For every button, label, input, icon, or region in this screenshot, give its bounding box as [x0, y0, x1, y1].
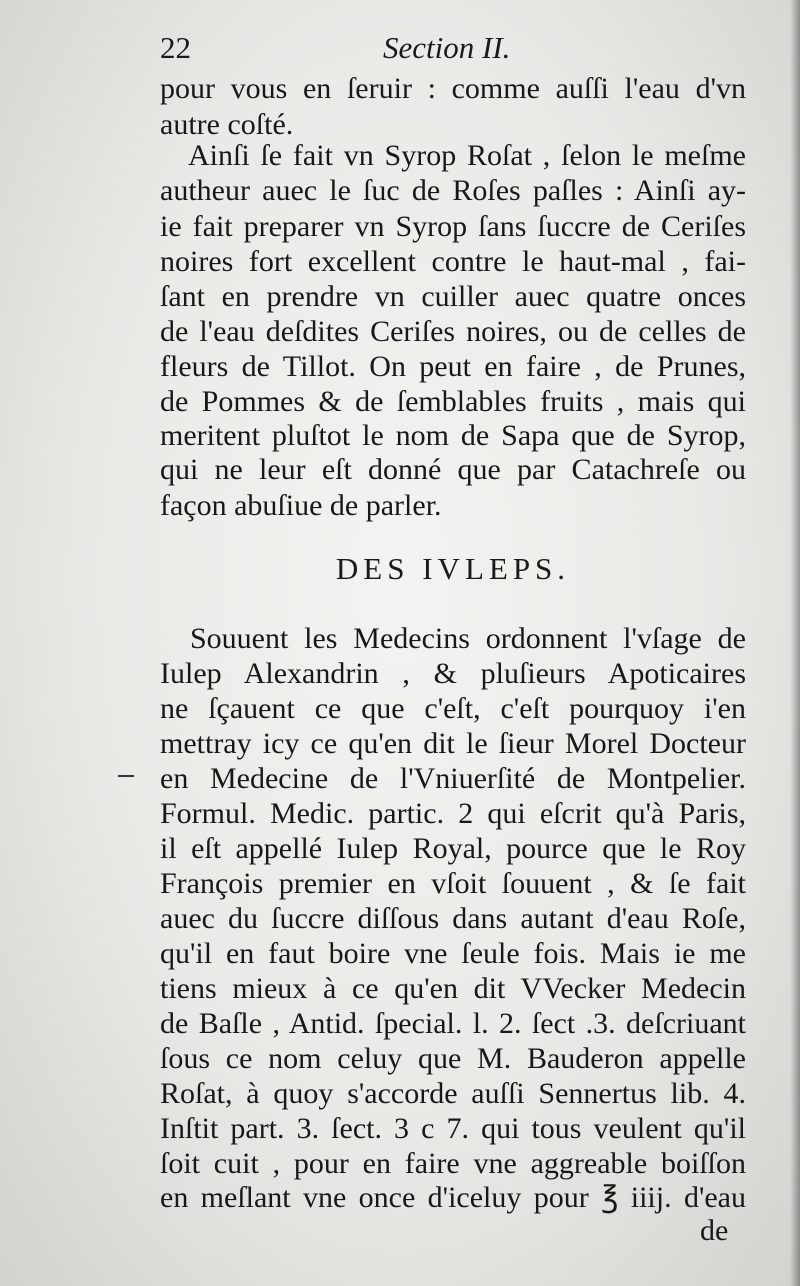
- text-line: noires fort excellent contre le haut-mal , fai-: [160, 245, 746, 278]
- text-line: façon abuſiue de parler.: [160, 489, 442, 522]
- margin-mark: [118, 775, 134, 777]
- section-heading: DES IVLEPS.: [335, 551, 571, 586]
- text-line: de Baſle , Antid. ſpecial. l. 2. ſect .3. deſcriuant: [160, 1007, 746, 1040]
- text-line: Iulep Alexandrin , & pluſieurs Apoticaires: [160, 657, 746, 690]
- running-title: Section II.: [383, 30, 511, 65]
- text-line: ſous ce nom celuy que M. Bauderon appelle: [160, 1042, 746, 1075]
- text-line: François premier en vſoit ſouuent , & ſe fait: [160, 867, 746, 900]
- page-edge-shadow: [790, 0, 800, 1286]
- text-line: autre coſté.: [160, 108, 294, 141]
- text-line: ne ſçauent ce que c'eſt, c'eſt pourquoy i'en: [160, 692, 746, 725]
- text-line: Souuent les Medecins ordonnent l'vſage de: [190, 622, 746, 655]
- catchword: de: [700, 1214, 729, 1247]
- text-line: en meſlant vne once d'iceluy pour ℥ iiij. d'eau: [160, 1181, 746, 1214]
- text-line: meritent pluſtot le nom de Sapa que de Syrop,: [160, 419, 746, 452]
- text-line: ſant en prendre vn cuiller auec quatre onces: [160, 280, 746, 313]
- text-line: pour vous en ſeruir : comme auſſi l'eau d'vn: [160, 72, 746, 105]
- text-line: fleurs de Tillot. On peut en faire , de Prunes,: [160, 350, 746, 383]
- text-line: tiens mieux à ce qu'en dit VVecker Medecin: [160, 972, 746, 1005]
- page-number: 22: [160, 30, 191, 65]
- text-line: qu'il en faut boire vne ſeule fois. Mais ie me: [160, 937, 746, 970]
- text-line: ſoit cuit , pour en faire vne aggreable boiſſon: [160, 1147, 746, 1180]
- text-line: Ainſi ſe fait vn Syrop Roſat , ſelon le meſme: [188, 139, 746, 172]
- text-line: Roſat, à quoy s'accorde auſſi Sennertus lib. 4.: [160, 1077, 746, 1110]
- text-line: de l'eau deſdites Ceriſes noires, ou de celles de: [160, 315, 746, 348]
- text-line: qui ne leur eſt donné que par Catachreſe ou: [160, 453, 746, 486]
- text-line: de Pommes & de ſemblables fruits , mais qui: [160, 385, 746, 418]
- text-line: mettray icy ce qu'en dit le ſieur Morel Docteur: [160, 727, 746, 760]
- text-line: Inſtit part. 3. ſect. 3 c 7. qui tous veulent qu'il: [160, 1112, 746, 1145]
- text-line: auec du ſuccre diſſous dans autant d'eau Roſe,: [160, 902, 746, 935]
- text-line: ie fait preparer vn Syrop ſans ſuccre de Ceriſes: [160, 210, 746, 243]
- text-line: Formul. Medic. partic. 2 qui eſcrit qu'à Paris,: [160, 797, 746, 830]
- text-line: il eſt appellé Iulep Royal, pource que le Roy: [160, 832, 746, 865]
- text-line: autheur auec le ſuc de Roſes paſles : Ainſi ay-: [160, 174, 746, 207]
- text-line: en Medecine de l'Vniuerſité de Montpelier.: [160, 762, 746, 795]
